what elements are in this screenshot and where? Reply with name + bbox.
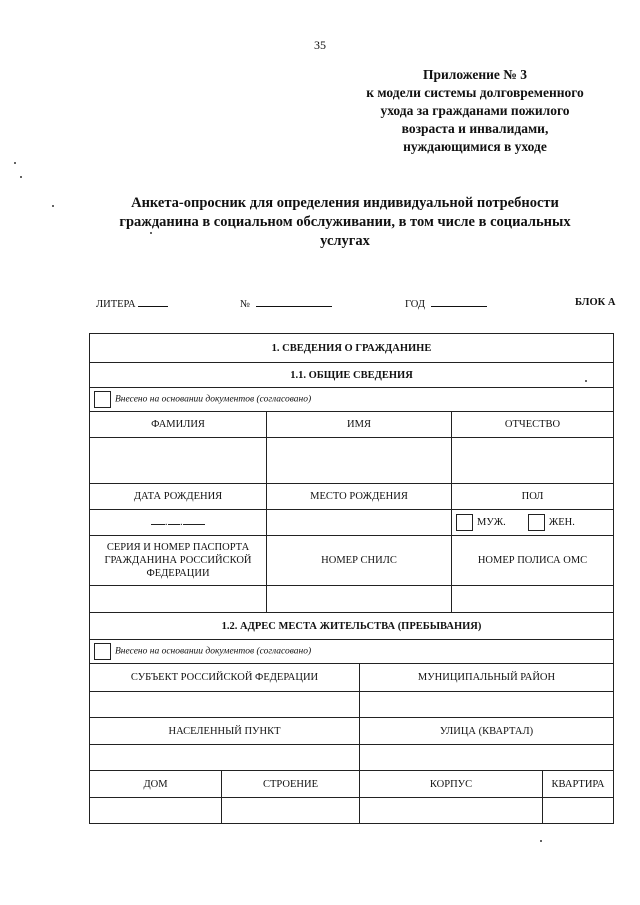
locality-field[interactable] [90, 745, 360, 771]
oms-field[interactable] [452, 586, 614, 613]
number-label: № [240, 299, 251, 310]
subject-field[interactable] [90, 692, 360, 718]
house-header: ДОМ [90, 771, 222, 798]
docs-confirmed-label: Внесено на основании документов (согласовано) [115, 394, 312, 405]
corpus-field[interactable] [360, 798, 543, 824]
locality-header: НАСЕЛЕННЫЙ ПУНКТ [90, 718, 360, 745]
number-blank[interactable] [256, 297, 332, 307]
document-title [80, 194, 610, 251]
appendix-heading [330, 66, 620, 156]
scan-speck [14, 162, 16, 164]
birth-place-header: МЕСТО РОЖДЕНИЯ [267, 484, 452, 510]
address-docs-confirmed-row[interactable] [90, 640, 614, 664]
subject-header: СУБЪЕКТ РОССИЙСКОЙ ФЕДЕРАЦИИ [90, 664, 360, 692]
docs-confirmed-row[interactable] [90, 388, 614, 412]
name-field[interactable] [267, 438, 452, 484]
passport-field[interactable] [90, 586, 267, 613]
patronymic-field[interactable] [452, 438, 614, 484]
birth-place-field[interactable] [267, 510, 452, 536]
appendix-line: нуждающимися в уходе [403, 139, 547, 154]
appendix-line: возраста и инвалидами, [401, 121, 549, 136]
patronymic-header: ОТЧЕСТВО [452, 412, 614, 438]
scan-speck [20, 176, 22, 178]
female-checkbox[interactable] [528, 514, 545, 531]
scan-speck [540, 840, 542, 842]
year-blank[interactable] [431, 297, 487, 307]
surname-header: ФАМИЛИЯ [90, 412, 267, 438]
year-field[interactable] [405, 297, 487, 310]
sex-header: ПОЛ [452, 484, 614, 510]
scan-speck [585, 380, 587, 382]
apartment-field[interactable] [543, 798, 614, 824]
litera-label: ЛИТЕРА [96, 299, 136, 310]
district-header: МУНИЦИПАЛЬНЫЙ РАЙОН [360, 664, 614, 692]
snils-header: НОМЕР СНИЛС [267, 536, 452, 586]
building-header: СТРОЕНИЕ [222, 771, 360, 798]
house-field[interactable] [90, 798, 222, 824]
apartment-header: КВАРТИРА [543, 771, 614, 798]
birth-date-header: ДАТА РОЖДЕНИЯ [90, 484, 267, 510]
title-line: услугах [320, 233, 370, 249]
appendix-line: к модели системы долговременного [366, 85, 584, 100]
building-field[interactable] [222, 798, 360, 824]
docs-confirmed-checkbox[interactable] [94, 391, 111, 408]
litera-field[interactable] [96, 297, 168, 310]
district-field[interactable] [360, 692, 614, 718]
male-checkbox[interactable] [456, 514, 473, 531]
male-label: МУЖ. [477, 516, 506, 528]
scan-speck [52, 205, 54, 207]
number-field[interactable] [240, 297, 332, 310]
appendix-line: Приложение № 3 [423, 67, 527, 82]
street-field[interactable] [360, 745, 614, 771]
citizen-info-form [89, 333, 614, 824]
scan-speck [150, 232, 152, 234]
appendix-line: ухода за гражданами пожилого [380, 103, 570, 118]
address-docs-confirmed-checkbox[interactable] [94, 643, 111, 660]
title-line: гражданина в социальном обслуживании, в том числе в социальных [119, 214, 571, 230]
litera-blank[interactable] [138, 297, 168, 307]
year-label: ГОД [405, 299, 426, 310]
sex-field [452, 510, 614, 536]
section-1-1-title: 1.1. ОБЩИЕ СВЕДЕНИЯ [90, 363, 614, 388]
section-1-2-title: 1.2. АДРЕС МЕСТА ЖИТЕЛЬСТВА (ПРЕБЫВАНИЯ) [90, 613, 614, 640]
surname-field[interactable] [90, 438, 267, 484]
block-label: БЛОК А [575, 297, 616, 308]
address-docs-confirmed-label: Внесено на основании документов (согласовано) [115, 646, 312, 657]
name-header: ИМЯ [267, 412, 452, 438]
female-label: ЖЕН. [548, 516, 575, 528]
birth-date-field[interactable]: . . [90, 510, 267, 536]
corpus-header: КОРПУС [360, 771, 543, 798]
section-1-title: 1. СВЕДЕНИЯ О ГРАЖДАНИНЕ [90, 334, 614, 363]
title-line: Анкета-опросник для определения индивидуальной потребности [131, 195, 559, 211]
page-number: 35 [314, 38, 326, 52]
passport-header: СЕРИЯ И НОМЕР ПАСПОРТА ГРАЖДАНИНА РОССИЙСКОЙ ФЕДЕРАЦИИ [90, 536, 267, 586]
snils-field[interactable] [267, 586, 452, 613]
street-header: УЛИЦА (КВАРТАЛ) [360, 718, 614, 745]
oms-header: НОМЕР ПОЛИСА ОМС [452, 536, 614, 586]
